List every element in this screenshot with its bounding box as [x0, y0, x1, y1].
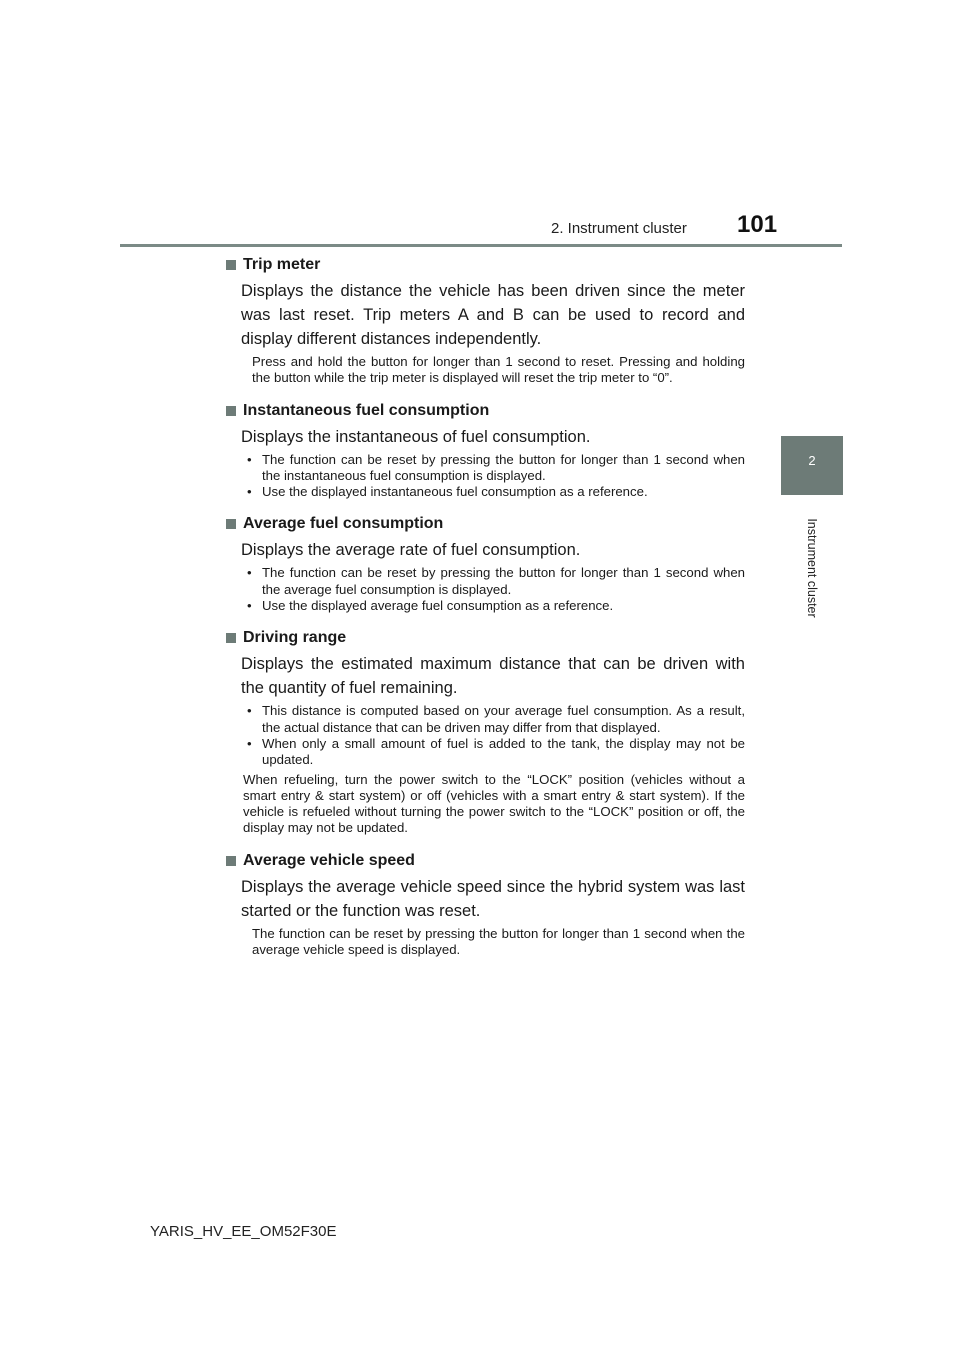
- section-body: Displays the estimated maximum distance that can be driven with the quantity of fuel remaining.: [241, 655, 745, 698]
- section-body: Displays the instantaneous of fuel consumption.: [241, 427, 591, 446]
- section-driving-range: [225, 626, 745, 836]
- list-item: • When only a small amount of fuel is added to the tank, the display may not be updated.: [247, 736, 745, 769]
- section-heading: [225, 253, 745, 277]
- section-body: Displays the average vehicle speed since the hybrid system was last started or the function was reset.: [241, 877, 745, 920]
- section-heading-text: Driving range: [243, 629, 347, 647]
- section-average-fuel: [225, 512, 745, 614]
- list-item: • The function can be reset by pressing the button for longer than 1 second when the instantaneous fuel consumption is displayed.: [247, 452, 745, 485]
- section-trip-meter: [225, 253, 745, 387]
- section-body: Displays the average rate of fuel consumption.: [241, 541, 581, 560]
- square-bullet-icon: [226, 406, 236, 416]
- list-item: • Use the displayed instantaneous fuel consumption as a reference.: [247, 484, 745, 500]
- section-heading: [225, 399, 745, 423]
- section-heading: [225, 626, 745, 650]
- section-heading-text: Instantaneous fuel consumption: [243, 401, 490, 419]
- chapter-side-label-text: Instrument cluster: [805, 518, 819, 618]
- section-body: Displays the distance the vehicle has been driven since the meter was last reset. Trip meters A and B can be used to record and display different distances independently.: [241, 282, 745, 348]
- square-bullet-icon: [226, 260, 236, 270]
- square-bullet-icon: [226, 633, 236, 643]
- bullet-list: [247, 703, 745, 768]
- section-heading-text: Trip meter: [243, 256, 321, 273]
- section-instantaneous-fuel: [225, 399, 745, 501]
- bullet-list: [247, 452, 745, 501]
- chapter-tab-number: 2: [808, 453, 816, 468]
- list-item: • Use the displayed average fuel consumption as a reference.: [247, 598, 745, 614]
- page-number: 101: [737, 211, 778, 238]
- section-average-speed: [225, 849, 745, 959]
- header-rule: [120, 244, 842, 247]
- chapter-tab: [781, 436, 843, 495]
- section-heading-text: Average vehicle speed: [243, 851, 415, 869]
- document-id: YARIS_HV_EE_OM52F30E: [150, 1223, 337, 1240]
- bullet-list: [247, 565, 745, 614]
- list-item: • The function can be reset by pressing the button for longer than 1 second when the average fuel consumption is displayed.: [247, 565, 745, 598]
- section-heading: [225, 849, 745, 873]
- header-section-title: 2. Instrument cluster: [551, 220, 687, 237]
- section-note: Press and hold the button for longer than 1 second to reset. Pressing and holding the button while the trip meter is displayed will reset the trip meter to “0”.: [252, 354, 745, 386]
- page-content: [225, 253, 745, 958]
- section-heading: [225, 512, 745, 536]
- section-note: The function can be reset by pressing the button for longer than 1 second when the average vehicle speed is displayed.: [252, 925, 745, 958]
- square-bullet-icon: [226, 519, 236, 529]
- section-note: When refueling, turn the power switch to the “LOCK” position (vehicles without a smart entry & start system) or off (vehicles with a smart entry & start system). If the vehicle is refueled without turning the power switch to the “LOCK” position or off, the display may not be updated.: [243, 771, 745, 836]
- section-heading-text: Average fuel consumption: [243, 515, 444, 533]
- list-item: • This distance is computed based on your average fuel consumption. As a result, the actual distance that can be driven may differ from that displayed.: [247, 703, 745, 736]
- chapter-side-label: [781, 498, 843, 638]
- square-bullet-icon: [226, 856, 236, 866]
